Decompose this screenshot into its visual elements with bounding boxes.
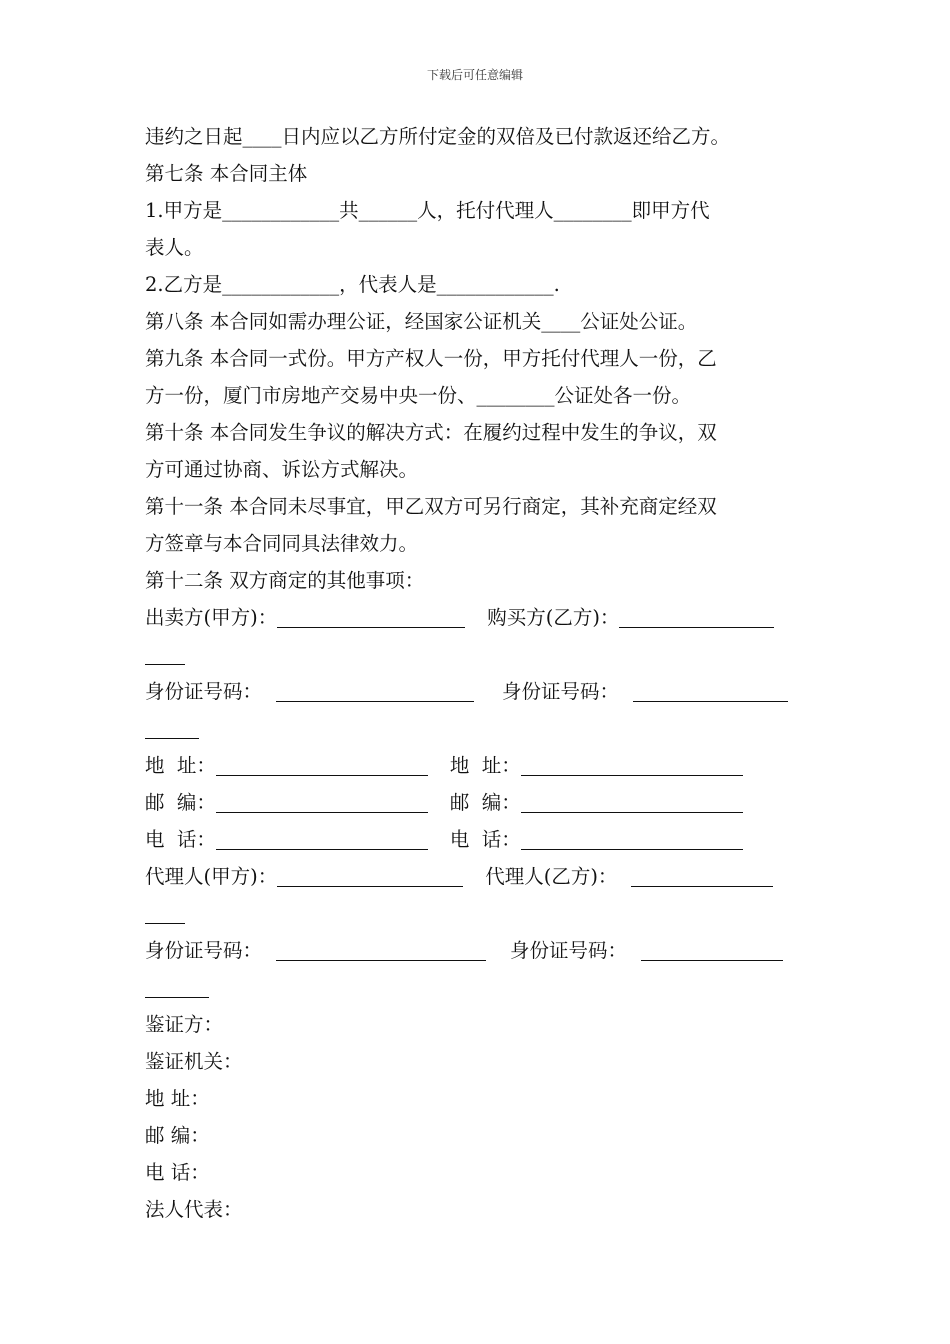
agent-a-label: 代理人(甲方)： bbox=[145, 865, 278, 888]
phone-label-a: 电 话： bbox=[145, 828, 216, 851]
agent-id-blank-b[interactable] bbox=[641, 938, 783, 961]
clause-heading: 第十一条 本合同未尽事宜，甲乙双方可另行商定，其补充商定经双 bbox=[145, 495, 717, 518]
phone-blank-a[interactable] bbox=[216, 827, 428, 850]
agent-b-label: 代理人(乙方)： bbox=[485, 865, 618, 888]
clause-heading: 第七条 本合同主体 bbox=[145, 162, 308, 185]
signature-wrap-line bbox=[145, 895, 810, 932]
agent-id-label-a: 身份证号码： bbox=[145, 939, 263, 962]
postcode-blank-b[interactable] bbox=[521, 790, 743, 813]
buyer-label: 购买方(乙方)： bbox=[487, 606, 620, 629]
signature-wrap-line bbox=[145, 969, 810, 1006]
id-blank-a[interactable] bbox=[276, 679, 474, 702]
id-label-a: 身份证号码： bbox=[145, 680, 263, 703]
clause-line: 方可通过协商、诉讼方式解决。 bbox=[145, 458, 419, 481]
address-blank-b[interactable] bbox=[521, 753, 743, 776]
signature-row-agent-id bbox=[145, 932, 810, 969]
id-label-b: 身份证号码： bbox=[502, 680, 620, 703]
signature-row-agents bbox=[145, 858, 810, 895]
clause-heading: 第九条 本合同一式份。甲方产权人一份，甲方托付代理人一份，乙 bbox=[145, 347, 717, 370]
notary-party-label: 鉴证方： bbox=[145, 1013, 224, 1036]
clause-heading: 第十二条 双方商定的其他事项： bbox=[145, 569, 425, 592]
clause-line: 表人。 bbox=[145, 236, 204, 259]
signature-row-postcode bbox=[145, 784, 810, 821]
address-blank-a[interactable] bbox=[216, 753, 428, 776]
clause-heading: 第十条 本合同发生争议的解决方式：在履约过程中发生的争议，双 bbox=[145, 421, 717, 444]
clause-line: 违约之日起____日内应以乙方所付定金的双倍及已付款返还给乙方。 bbox=[145, 125, 731, 148]
contract-body bbox=[145, 118, 810, 1228]
agent-b-blank-cont[interactable] bbox=[145, 901, 185, 924]
signature-row-address bbox=[145, 747, 810, 784]
phone-label-b: 电 话： bbox=[449, 828, 521, 851]
clause-line: 2.乙方是____________，代表人是____________. bbox=[145, 273, 560, 296]
postcode-blank-a[interactable] bbox=[216, 790, 428, 813]
signature-wrap-line bbox=[145, 710, 810, 747]
agent-id-blank-b-cont[interactable] bbox=[145, 975, 209, 998]
buyer-blank-cont[interactable] bbox=[145, 642, 185, 665]
notary-phone-label: 电 话： bbox=[145, 1161, 210, 1184]
signature-row-id bbox=[145, 673, 810, 710]
phone-blank-b[interactable] bbox=[521, 827, 743, 850]
id-blank-b-cont[interactable] bbox=[145, 716, 199, 739]
address-label-b: 地 址： bbox=[449, 754, 521, 777]
clause-heading: 第八条 本合同如需办理公证，经国家公证机关____公证处公证。 bbox=[145, 310, 698, 333]
postcode-label-a: 邮 编： bbox=[145, 791, 216, 814]
buyer-blank[interactable] bbox=[619, 605, 774, 628]
seller-blank[interactable] bbox=[277, 605, 465, 628]
clause-line: 方签章与本合同同具法律效力。 bbox=[145, 532, 419, 555]
clause-line: 方一份，厦门市房地产交易中央一份、________公证处各一份。 bbox=[145, 384, 692, 407]
agent-id-label-b: 身份证号码： bbox=[510, 939, 628, 962]
agent-a-blank[interactable] bbox=[277, 864, 463, 887]
address-label-a: 地 址： bbox=[145, 754, 216, 777]
notary-org-label: 鉴证机关： bbox=[145, 1050, 243, 1073]
notary-legal-rep-label: 法人代表： bbox=[145, 1198, 243, 1221]
clause-line: 1.甲方是____________共______人，托付代理人________即甲方代 bbox=[145, 199, 710, 222]
agent-id-blank-a[interactable] bbox=[276, 938, 486, 961]
postcode-label-b: 邮 编： bbox=[449, 791, 521, 814]
notary-address-label: 地 址： bbox=[145, 1087, 210, 1110]
notary-postcode-label: 邮 编： bbox=[145, 1124, 210, 1147]
agent-b-blank[interactable] bbox=[631, 864, 773, 887]
signature-wrap-line bbox=[145, 636, 810, 673]
seller-label: 出卖方(甲方)： bbox=[145, 606, 278, 629]
signature-row-phone bbox=[145, 821, 810, 858]
id-blank-b[interactable] bbox=[633, 679, 788, 702]
page-header: 下载后可任意编辑 bbox=[426, 68, 523, 82]
signature-row-parties bbox=[145, 599, 810, 636]
